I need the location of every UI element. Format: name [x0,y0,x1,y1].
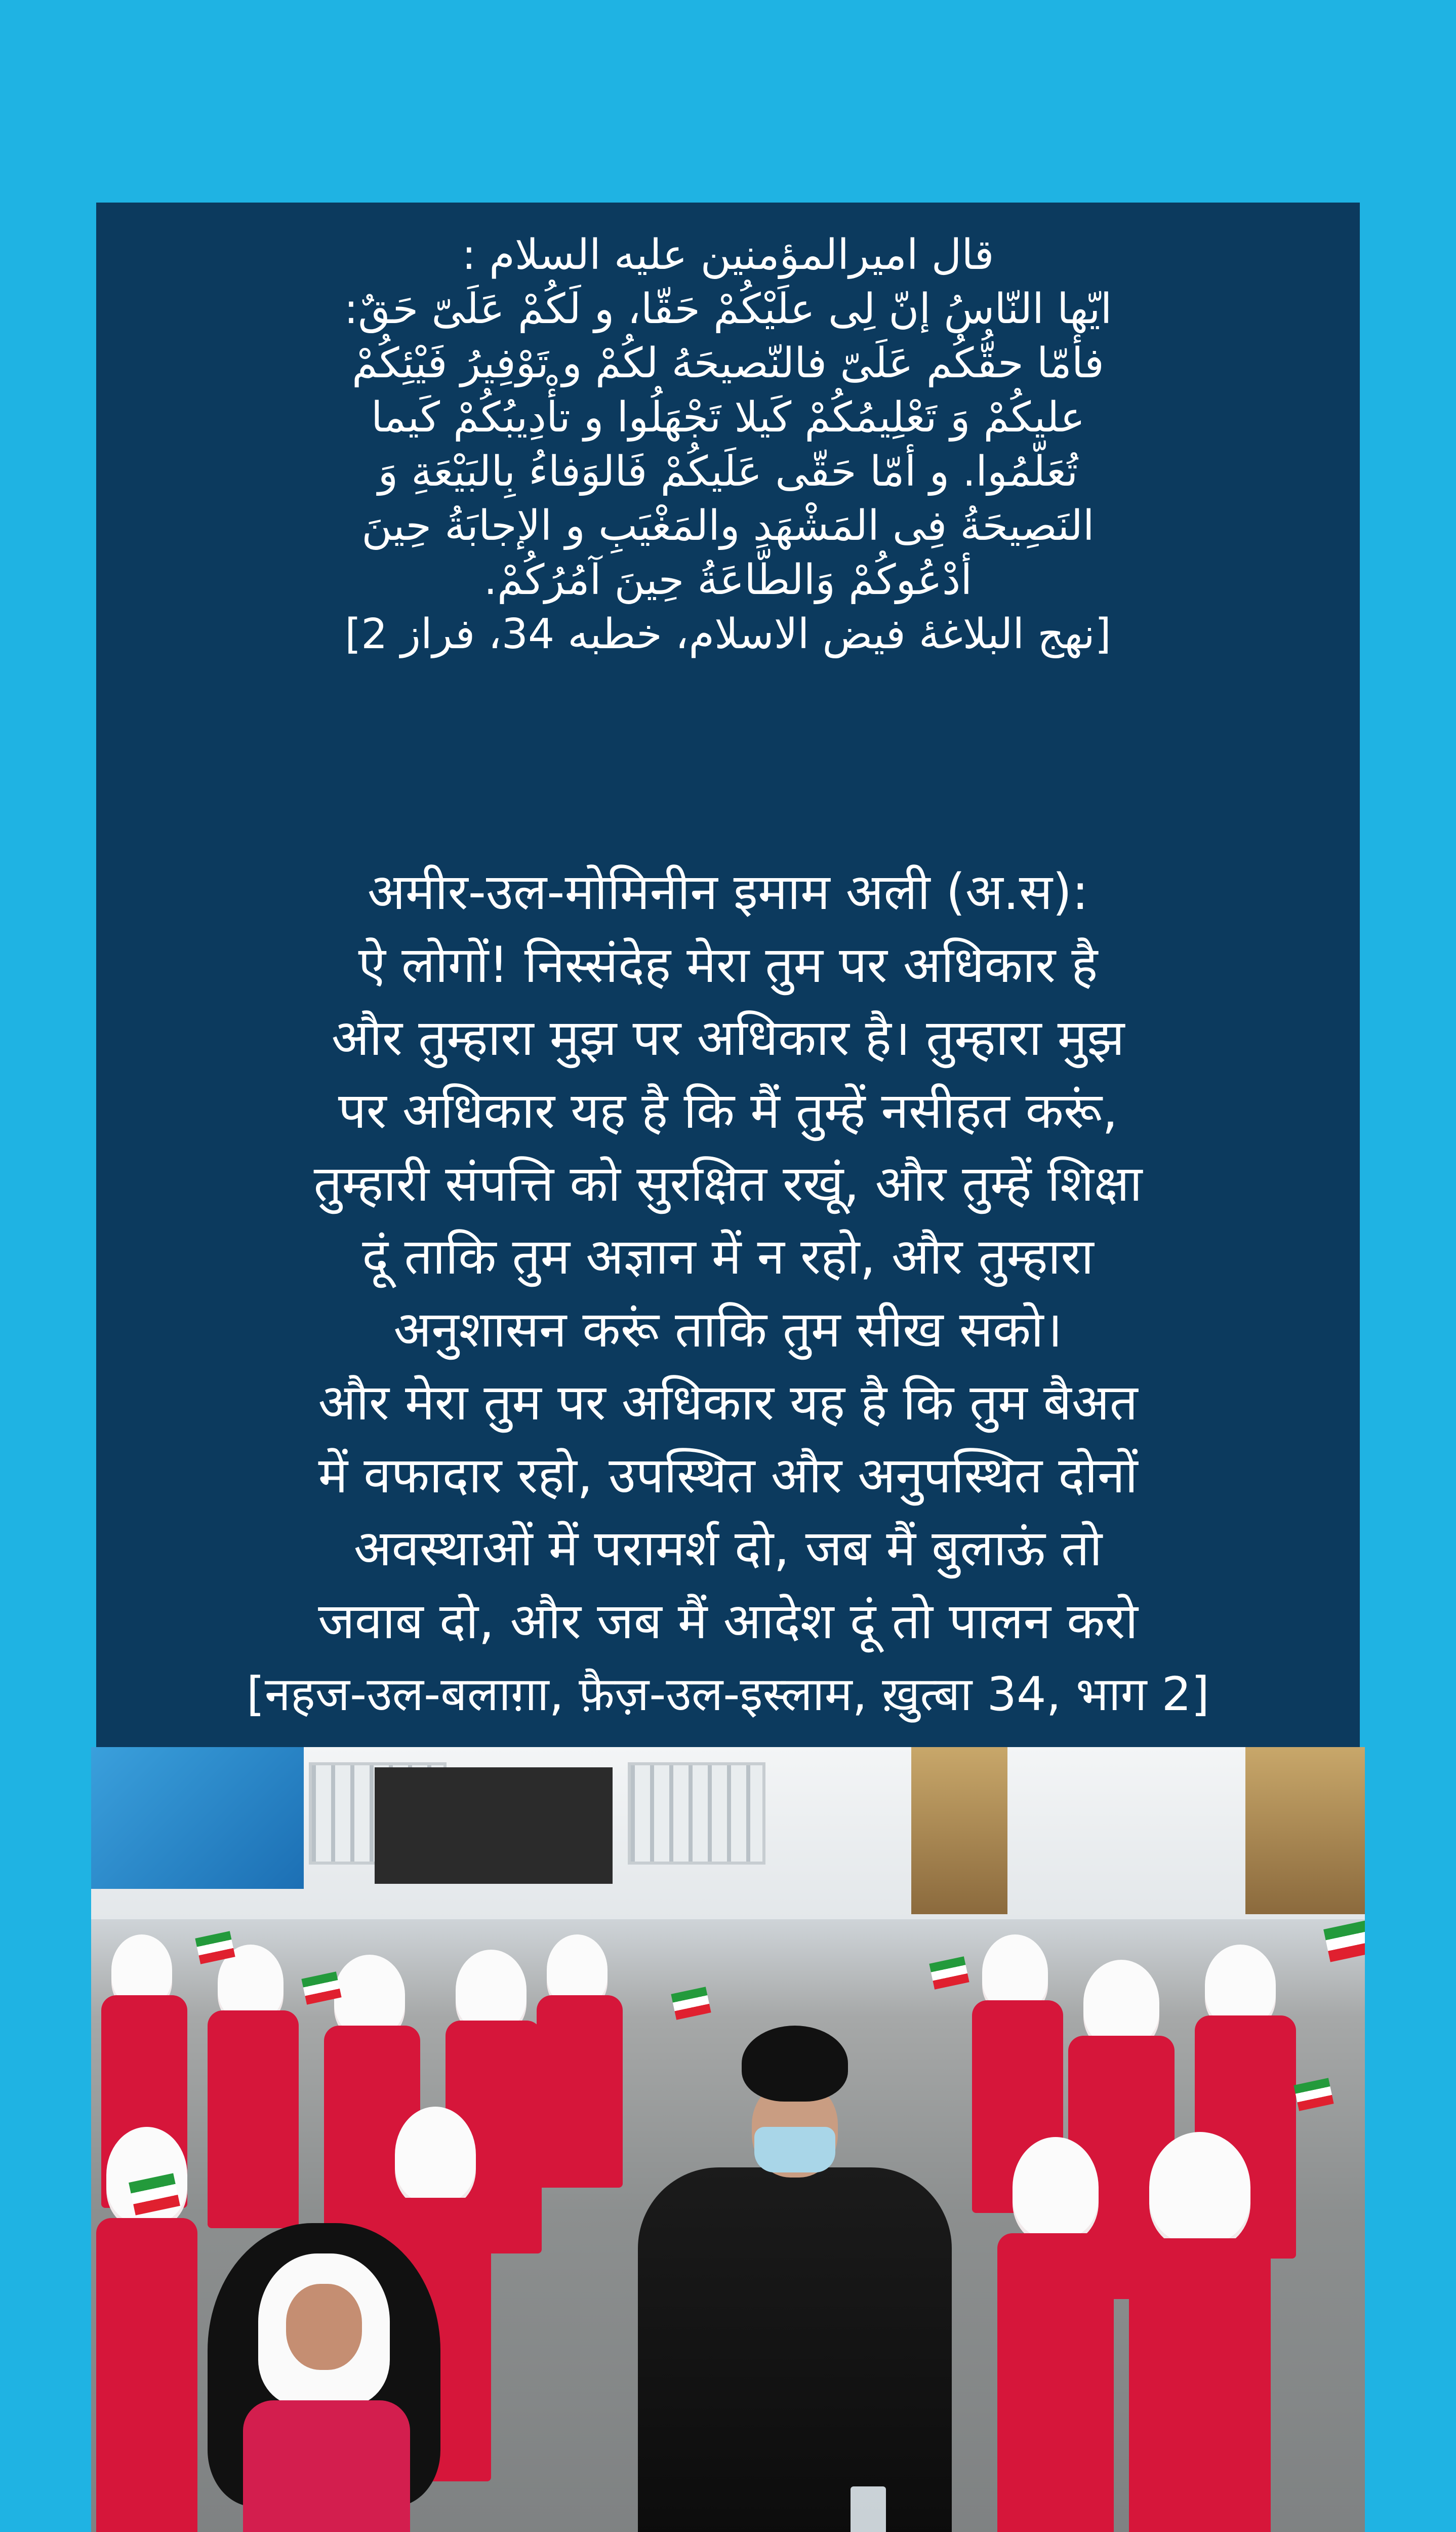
student-head [456,1950,527,2031]
black-poster [375,1767,613,1884]
window [628,1762,765,1865]
arabic-line: قال امیرالمؤمنین علیه السلام : [462,231,994,279]
quote-card [96,203,1360,1747]
hindi-line: अवस्थाओं में परामर्श दो, जब मैं बुलाऊं तो [353,1520,1103,1577]
blue-banner [91,1747,304,1889]
hindi-line: अमीर-उल-मोमिनीन इमाम अली (अ.स): [367,863,1089,921]
student-body [96,2218,197,2532]
hindi-quote [106,856,1350,1731]
girl-face [286,2284,362,2370]
arabic-source: [نهج البلاغهٔ فیض الاسلام، خطبه 34، فراز 2] [345,610,1111,658]
hindi-line: दूं ताकि तुम अज्ञान में न रहो, और तुम्हारा [362,1228,1094,1286]
arabic-line: ایّها النّاسُ إنّ لِی علَیْکُمْ حَقّا، و لَکُمْ عَلَیّ حَقٌ: [344,285,1112,333]
arabic-line: تُعَلّمُوا. و أمّا حَقّی عَلَیکُمْ فَالوَفاءُ بِالبَیْعَةِ وَ [378,448,1078,496]
hindi-line: अनुशासन करूं ताकि तुम सीख सको। [393,1301,1063,1359]
portrait-poster [1245,1747,1365,1914]
student-head [1013,2137,1099,2238]
hindi-line: पर अधिकार यह है कि मैं तुम्हें नसीहत करूं, [338,1082,1118,1140]
student-head [1205,1945,1276,2026]
hindi-line: में वफादार रहो, उपस्थित और अनुपस्थित दोनों [318,1447,1138,1505]
student-head [334,1955,405,2036]
hindi-line: तुम्हारी संपत्ति को सुरक्षित रखूं, और तुम्हें शिक्षा [313,1155,1143,1213]
iran-flag [1293,2078,1333,2111]
arabic-line: النَصِیحَةُ فِی المَشْهَدِ والمَغْیَبِ و الإجابَةُ حِینَ [361,502,1095,550]
seated-girl [187,2223,451,2532]
student-body [1129,2238,1271,2532]
student-head [1083,1960,1159,2046]
student-head [547,1934,608,2005]
crowd [91,1914,1365,2532]
hindi-line: जवाब दो, और जब मैं आदेश दूं तो पालन करो [318,1593,1138,1650]
water-glass [851,2486,886,2532]
hindi-line: और मेरा तुम पर अधिकार यह है कि तुम बैअत [318,1374,1138,1432]
hindi-line: ऐ लोगों! निस्संदेह मेरा तुम पर अधिकार है [358,936,1098,994]
black-turban [742,2026,848,2102]
seated-cleric [638,2026,952,2532]
student-head [982,1934,1048,2010]
student-body [997,2233,1114,2532]
iran-flag [1323,1920,1365,1962]
black-robe [638,2167,952,2532]
face-mask [754,2127,835,2172]
arabic-line: أدْعُوکُمْ وَالطّاعَةُ حِینَ آمُرُکُمْ. [483,556,973,604]
student-body [537,1995,623,2188]
arabic-quote [157,228,1299,661]
iran-flag [929,1956,969,1989]
red-dress [243,2400,410,2532]
ceremony-photo [91,1747,1365,2532]
student-head [395,2107,476,2203]
arabic-line: فأمّا حقُّکُم عَلَیّ فالنّصیحَهُ لکُمْ و تَوْفِیرُ فَیْئِکُمْ [351,339,1104,387]
hindi-source: [नहज-उल-बलाग़ा, फ़ैज़-उल-इस्लाम, ख़ुत्बा 34, भाग 2] [246,1667,1210,1721]
student-head [111,1934,172,2005]
student-body [208,2010,299,2228]
hindi-line: और तुम्हारा मुझ पर अधिकार है। तुम्हारा मुझ [331,1009,1125,1067]
student-head [1149,2132,1250,2243]
iran-flag [671,1987,711,2020]
portrait-poster [911,1747,1007,1914]
arabic-line: علیکُمْ وَ تَعْلِیمُکُمْ کَیلا تَجْهَلُوا و تأْدِیبُکُمْ کَیما [371,393,1085,442]
